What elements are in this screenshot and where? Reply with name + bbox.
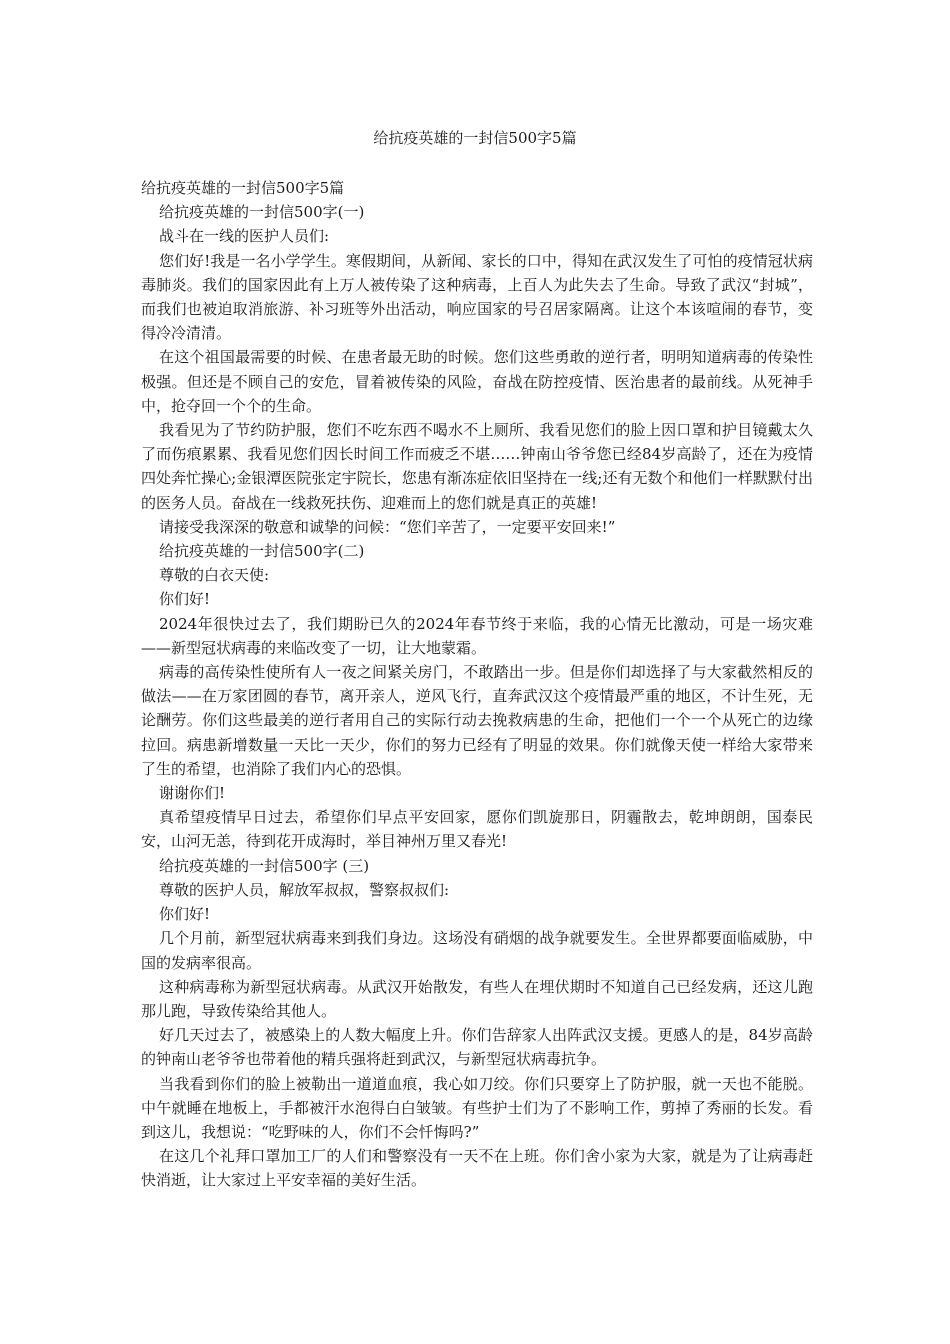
paragraph: 我看见为了节约防护服，您们不吃东西不喝水不上厕所、我看见您们的脸上因口罩和护目镜戴太久了而伤痕累累、我看见您们因长时间工作而疲乏不堪……钟南山爷爷您已经84岁高龄了，还在为疫情四处奔忙操心;金银潭医院张定宇院长，您患有渐冻症依旧坚持在一线;还有无数个和他们一样默默付出的医务人员。奋战在一线救死扶伤、迎难而上的您们就是真正的英雄! <box>141 421 813 512</box>
paragraph: 给抗疫英雄的一封信500字(一) <box>159 203 365 222</box>
paragraph: 战斗在一线的医护人员们: <box>159 227 330 246</box>
paragraph: 给抗疫英雄的一封信500字 (三) <box>159 856 370 875</box>
paragraph: 你们好! <box>159 590 211 609</box>
paragraph: 病毒的高传染性使所有人一夜之间紧关房门，不敢踏出一步。但是你们却选择了与大家截然相反的做法——在万家团圆的春节，离开亲人，逆风飞行，直奔武汉这个疫情最严重的地区，不计生死，无论酬劳。你们这些最美的逆行者用自己的实际行动去挽救病患的生命，把他们一个一个从死亡的边缘拉回。病患新增数量一天比一天少，你们的努力已经有了明显的效果。你们就像天使一样给大家带来了生的希望，也消除了我们内心的恐惧。 <box>141 663 813 778</box>
paragraph: 好几天过去了，被感染上的人数大幅度上升。你们告辞家人出阵武汉支援。更感人的是，84岁高龄的钟南山老爷爷也带着他的精兵强将赶到武汉，与新型冠状病毒抗争。 <box>141 1026 813 1069</box>
paragraph: 给抗疫英雄的一封信500字(二) <box>159 542 365 561</box>
paragraph: 在这个祖国最需要的时候、在患者最无助的时候。您们这些勇敢的逆行者，明明知道病毒的传染性极强。但还是不顾自己的安危，冒着被传染的风险，奋战在防控疫情、医治患者的最前线。从死神手中，抢夺回一个个的生命。 <box>141 348 813 415</box>
paragraph: 在这几个礼拜口罩加工厂的人们和警察没有一天不在上班。你们舍小家为大家，就是为了让病毒赶快消逝，让大家过上平安幸福的美好生活。 <box>141 1147 813 1190</box>
paragraph: 这种病毒称为新型冠状病毒。从武汉开始散发，有些人在埋伏期时不知道自己已经发病，还这儿跑那儿跑，导致传染给其他人。 <box>141 977 813 1020</box>
paragraph: 尊敬的白衣天使: <box>159 566 270 585</box>
paragraph: 给抗疫英雄的一封信500字5篇 <box>141 179 345 197</box>
paragraph: 几个月前，新型冠状病毒来到我们身边。这场没有硝烟的战争就要发生。全世界都要面临威胁，中国的发病率很高。 <box>141 929 813 972</box>
paragraph: 您们好!我是一名小学学生。寒假期间，从新闻、家长的口中，得知在武汉发生了可怕的疫情冠状病毒肺炎。我们的国家因此有上万人被传染了这种病毒，上百人为此失去了生命。导致了武汉“封城”，而我们也被迫取消旅游、补习班等外出活动，响应国家的号召居家隔离。让这个本该喧闹的春节，变得冷冷清清。 <box>141 251 813 343</box>
document-body <box>141 176 813 1193</box>
paragraph: 当我看到你们的脸上被勒出一道道血痕，我心如刀绞。你们只要穿上了防护服，就一天也不能脱。中午就睡在地板上，手都被汗水泡得白白皱皱。有些护士们为了不影响工作，剪掉了秀丽的长发。看到这儿，我想说：“吃野味的人，你们不会忏悔吗?” <box>141 1074 813 1141</box>
paragraph: 尊敬的医护人员，解放军叔叔，警察叔叔们: <box>159 880 450 899</box>
paragraph: 你们好! <box>159 905 211 924</box>
paragraph: 真希望疫情早日过去，希望你们早点平安回家，愿你们凯旋那日，阴霾散去，乾坤朗朗，国泰民安，山河无恙，待到花开成海时，举目神州万里又春光! <box>141 808 813 851</box>
paragraph: 请接受我深深的敬意和诚挚的问候：“您们辛苦了，一定要平安回来!” <box>159 517 616 536</box>
paragraph: 2024年很快过去了，我们期盼已久的2024年春节终于来临，我的心情无比激动，可是一场灾难——新型冠状病毒的来临改变了一切，让大地蒙霜。 <box>141 614 813 657</box>
paragraph: 谢谢你们! <box>159 784 226 803</box>
document-title: 给抗疫英雄的一封信500字5篇 <box>373 129 577 147</box>
